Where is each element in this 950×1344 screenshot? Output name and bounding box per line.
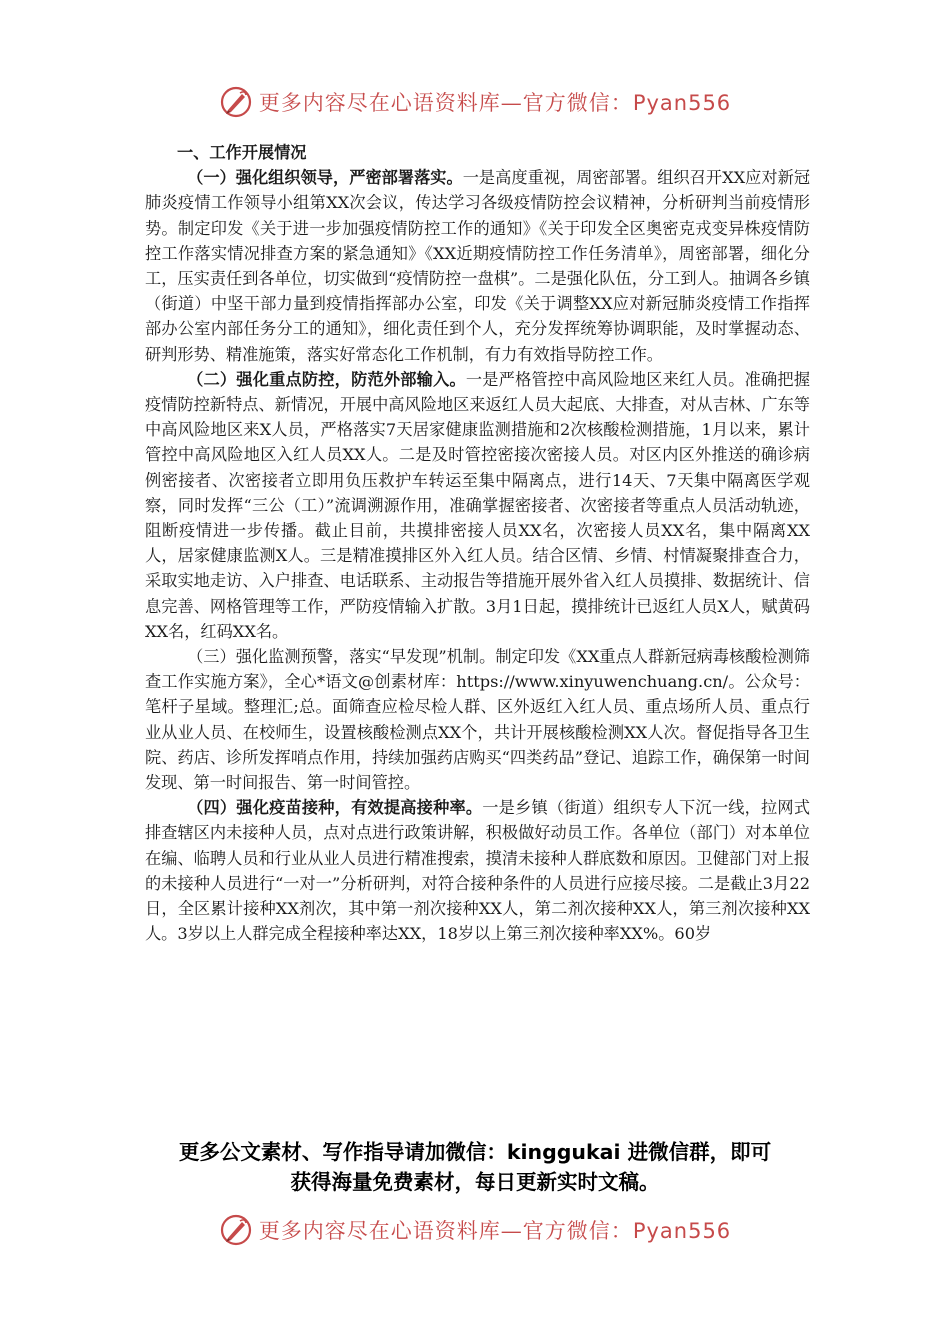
banner-wechat-id: Pyan556 [632,1219,732,1243]
banner-wechat-id: Pyan556 [632,91,732,115]
paragraph-1-body: 一是高度重视，周密部署。组织召开XX应对新冠肺炎疫情工作领导小组第XX次会议，传达学习各级疫情防控会议精神，分析研判当前疫情形势。制定印发《关于进一步加强疫情防控工作的通知》《关于印发全区奥密克戎变异株疫情防控工作落实情况排查方案的紧急通知》《XX近期疫情防控工作任务清单》，周密部署，细化分工，压实责任到各单位，切实做到“疫情防控一盘棋”。二是强化队伍，分工到人。抽调各乡镇（街道）中坚干部力量到疫情指挥部办公室，印发《关于调整XX应对新冠肺炎疫情工作指挥部办公室内部任务分工的通知》，细化责任到个人，充分发挥统筹协调职能，及时掌握动态、研判形势、精准施策，落实好常态化工作机制，有力有效指导防控工作。 [145,168,811,364]
document-body [145,140,810,947]
paragraph-1 [145,165,810,367]
banner-text: 更多内容尽在心语资料库—官方微信：Pyan556 [258,1219,732,1243]
paragraph-2-lead: （二）强化重点防控，防范外部输入。 [187,369,466,389]
paragraph-3-body: （三）强化监测预警，落实“早发现”机制。制定印发《XX重点人群新冠病毒核酸检测筛查工作实施方案》，全心*语文@创素材库：https://www.xinyuwenchuang.cn/。公众号：笔杆子星域。整理汇;总。面筛查应检尽检人群、区外返红入红人员、重点场所人员、重点行业从业人员、在校师生，设置核酸检测点XX个，共计开展核酸检测XX人次。督促指导各卫生院、药店、诊所发挥哨点作用，持续加强药店购买“四类药品”登记、追踪工作，确保第一时间发现、第一时间报告、第一时间管控。 [145,647,810,793]
promo-note [100,1137,850,1197]
paragraph-4-lead: （四）强化疫苗接种，有效提高接种率。 [187,798,483,818]
paragraph-1-lead: （一）强化组织领导，严密部署落实。 [187,168,463,188]
banner-text: 更多内容尽在心语资料库—官方微信：Pyan556 [258,91,732,115]
section-heading: 一、工作开展情况 [177,143,307,162]
paragraph-2-body: 一是严格管控中高风险地区来红人员。准确把握疫情防控新特点、新情况，开展中高风险地区来返红人员大起底、大排查，对从吉林、广东等中高风险地区来X人员，严格落实7天居家健康监测措施和2次核酸检测措施，1月以来，累计管控中高风险地区入红人员XX人。二是及时管控密接次密接人员。对区内区外推送的确诊病例密接者、次密接者立即用负压救护车转运至集中隔离点，进行14天、7天集中隔离医学观察，同时发挥“三公（工）”流调溯源作用，准确掌握密接者、次密接者等重点人员活动轨迹，阻断疫情进一步传播。截止目前，共摸排密接人员XX名，次密接人员XX名，集中隔离XX人，居家健康监测X人。三是精准摸排区外入红人员。结合区情、乡情、村情凝聚排查合力，采取实地走访、入户排查、电话联系、主动报告等措施开展外省入红人员摸排、数据统计、信息完善、网格管理等工作，严防疫情输入扩散。3月1日起，摸排统计已返红人员X人，赋黄码XX名，红码XX名。 [145,369,811,641]
promo-note-line-1: 更多公文素材、写作指导请加微信：kinggukai 进微信群，即可 [178,1140,772,1164]
paragraph-2 [145,367,810,644]
footer-banner [0,1210,950,1250]
paragraph-4-body: 一是乡镇（街道）组织专人下沉一线，拉网式排查辖区内未接种人员，点对点进行政策讲解，积极做好动员工作。各单位（部门）对本单位在编、临聘人员和行业从业人员进行精准搜索，摸清未接种人群底数和原因。卫健部门对上报的未接种人员进行“一对一”分析研判，对符合接种条件的人员进行应接尽接。二是截止3月22日，全区累计接种XX剂次，其中第一剂次接种XX人，第二剂次接种XX人，第三剂次接种XX人。3岁以上人群完成全程接种率达XX，18岁以上第三剂次接种率XX%。60岁 [145,798,811,944]
pen-logo-icon [219,1213,253,1247]
paragraph-4 [145,795,810,946]
paragraph-3 [145,644,810,795]
pen-logo-icon [219,85,253,119]
header-banner [0,82,950,122]
promo-note-line-2: 获得海量免费素材，每日更新实时文稿。 [290,1170,660,1194]
